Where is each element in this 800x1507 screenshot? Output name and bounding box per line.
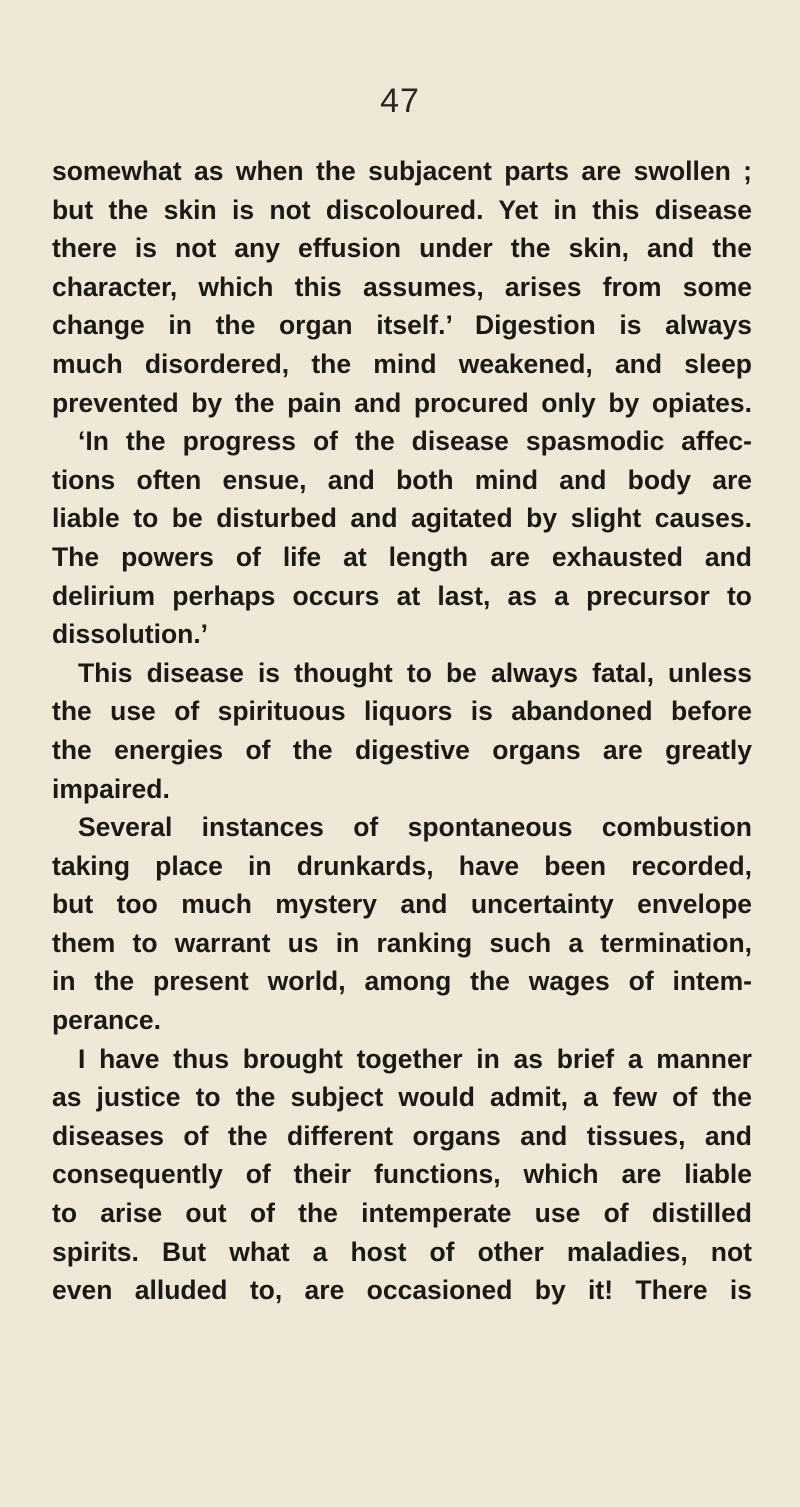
- text-line: to arise out of the intemperate use of distilled: [52, 1198, 752, 1229]
- text-line: I have thus brought together in as brief a manner: [78, 1043, 752, 1074]
- text-line: much disordered, the mind weakened, and sleep: [52, 348, 752, 379]
- text-line: in the present world, among the wages of intem-: [52, 966, 752, 997]
- text-line: liable to be disturbed and agitated by slight causes.: [52, 503, 752, 534]
- text-line: even alluded to, are occasioned by it! There is: [52, 1275, 752, 1306]
- text-line: impaired.: [52, 773, 170, 804]
- text-line: change in the organ itself.’ Digestion is always: [52, 310, 752, 341]
- text-line: This disease is thought to be always fatal, unless: [78, 657, 752, 688]
- text-line: somewhat as when the subjacent parts are swollen ;: [52, 156, 752, 186]
- body-text: [52, 152, 752, 1310]
- text-line: the energies of the digestive organs are greatly: [52, 734, 752, 765]
- text-line: perance.: [52, 1005, 162, 1036]
- text-line: but the skin is not discoloured. Yet in this disease: [52, 194, 752, 225]
- text-line: diseases of the different organs and tissues, and: [52, 1120, 752, 1151]
- text-line: them to warrant us in ranking such a termination,: [52, 927, 752, 958]
- text-line: there is not any effusion under the skin, and the: [52, 233, 752, 264]
- text-line: Several instances of spontaneous combustion: [78, 812, 752, 843]
- text-line: spirits. But what a host of other maladies, not: [52, 1236, 752, 1267]
- text-line: dissolution.’: [52, 619, 209, 650]
- text-line: tions often ensue, and both mind and body are: [52, 464, 752, 495]
- text-line: delirium perhaps occurs at last, as a precursor to: [52, 580, 752, 611]
- text-line: prevented by the pain and procured only by opiates.: [52, 387, 752, 418]
- text-line: consequently of their functions, which are liable: [52, 1159, 752, 1190]
- text-line: character, which this assumes, arises from some: [52, 271, 752, 302]
- text-line: but too much mystery and uncertainty envelope: [52, 889, 752, 920]
- text-line: the use of spirituous liquors is abandoned before: [52, 696, 752, 727]
- text-line: taking place in drunkards, have been recorded,: [52, 850, 752, 881]
- page-number: 47: [380, 82, 420, 120]
- text-line: ‘In the progress of the disease spasmodic affec-: [78, 426, 752, 457]
- text-line: The powers of life at length are exhausted and: [52, 541, 752, 572]
- text-line: as justice to the subject would admit, a few of the: [52, 1082, 752, 1113]
